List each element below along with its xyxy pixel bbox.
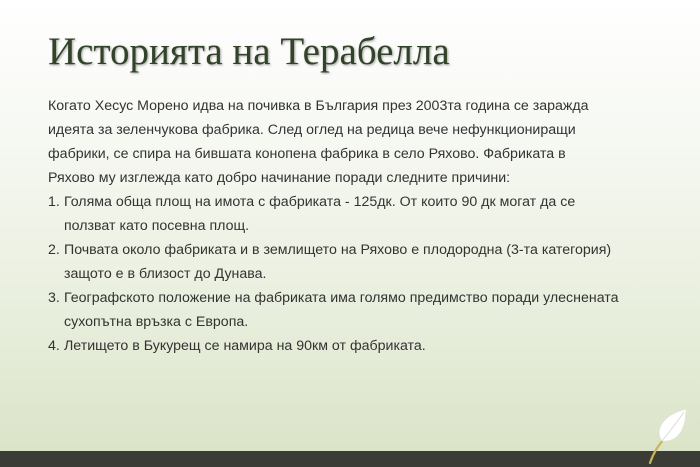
list-item-number: 3. <box>48 290 60 306</box>
intro-line: Когато Хесус Морено идва на почивка в България през 2003та година се заражда <box>48 98 589 114</box>
list-item-number: 2. <box>48 242 60 258</box>
list-item-line: Почвата около фабриката и в землището на Ряхово е плодородна (3-та категория) <box>64 242 612 258</box>
intro-paragraph <box>48 94 668 190</box>
list-item-line: Летището в Букурещ се намира на 90км от фабриката. <box>64 338 426 354</box>
list-item <box>48 286 668 334</box>
page-title: Историята на Терабелла <box>48 30 450 73</box>
list-item-number: 4. <box>48 338 60 354</box>
reasons-list <box>48 190 668 358</box>
footer-bar <box>0 451 700 467</box>
list-item-line: ползват като посевна площ. <box>64 218 250 234</box>
list-item <box>48 334 668 358</box>
intro-line: Ряхово му изглежда като добро начинание поради следните причини: <box>48 170 511 186</box>
list-item-line: Голяма обща площ на имота с фабриката - 125дк. От които 90 дк могат да се <box>64 194 576 210</box>
leaf-icon <box>640 405 690 465</box>
list-item-line: защото е в близост до Дунава. <box>64 266 267 282</box>
intro-line: идеята за зеленчукова фабрика. След оглед на редица вече нефункциониращи <box>48 122 576 138</box>
list-item-line: сухопътна връзка с Европа. <box>64 314 249 330</box>
list-item-line: Географското положение на фабриката има голямо предимство поради улеснената <box>64 290 619 306</box>
story-content <box>48 94 668 358</box>
intro-line: фабрики, се спира на бившата конопена фабрика в село Ряхово. Фабриката в <box>48 146 566 162</box>
list-item <box>48 190 668 238</box>
list-item-number: 1. <box>48 194 60 210</box>
list-item <box>48 238 668 286</box>
